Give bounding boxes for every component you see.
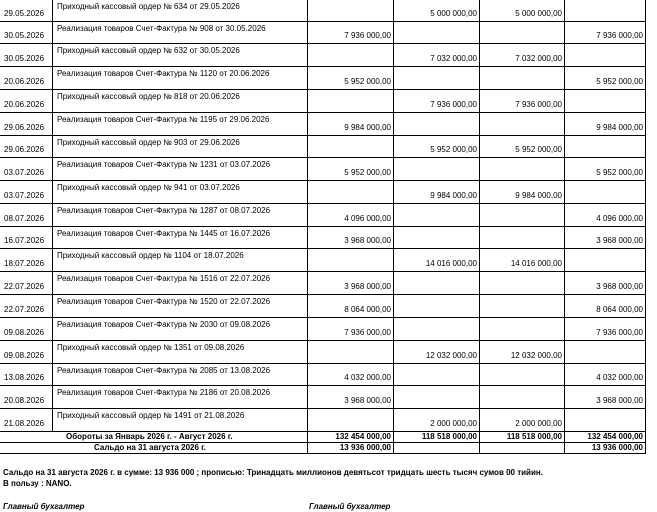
doc-cell (52, 318, 307, 341)
doc-value: Реализация товаров Счет-Фактура № 1195 от 29.06.2026 (57, 115, 270, 124)
debit-cell (307, 409, 393, 432)
date-value: 30.05.2026 (4, 31, 45, 40)
doc-cell (52, 0, 307, 22)
balance-value: 9 984 000,00 (596, 123, 643, 132)
balance-cell (564, 409, 646, 432)
credit-cell (393, 295, 479, 318)
turnover-credit-cell (393, 432, 479, 443)
balance-cell (564, 341, 646, 364)
doc-cell (52, 113, 307, 136)
credit-cell (393, 204, 479, 227)
credit2-cell (479, 386, 564, 409)
table-row (0, 204, 657, 227)
doc-value: Реализация товаров Счет-Фактура № 1520 от 22.07.2026 (57, 297, 271, 306)
debit-cell (307, 204, 393, 227)
date-value: 03.07.2026 (4, 191, 45, 200)
credit2-cell (479, 113, 564, 136)
credit-cell (393, 44, 479, 67)
doc-value: Приходный кассовый ордер № 1104 от 18.07.2026 (57, 251, 244, 260)
balance-value: 4 032 000,00 (596, 373, 643, 382)
doc-cell (52, 136, 307, 158)
credit2-cell (479, 136, 564, 158)
doc-value: Реализация товаров Счет-Фактура № 1231 от 03.07.2026 (57, 160, 271, 169)
table-row (0, 90, 657, 113)
debit-value: 3 968 000,00 (344, 282, 391, 291)
doc-cell (52, 181, 307, 204)
balance-cell (564, 318, 646, 341)
turnover-label-cell (0, 432, 307, 443)
date-value: 29.05.2026 (4, 9, 45, 18)
credit-cell (393, 272, 479, 295)
date-cell (0, 136, 52, 158)
debit-cell (307, 136, 393, 158)
balance-value: 3 968 000,00 (596, 396, 643, 405)
table-row (0, 44, 657, 67)
date-cell (0, 227, 52, 249)
table-row (0, 249, 657, 272)
credit-cell (393, 0, 479, 22)
balance-cell (564, 295, 646, 318)
closing-credit2-cell (479, 443, 564, 454)
closing-balance: 13 936 000,00 (591, 443, 643, 452)
debit-value: 8 064 000,00 (344, 305, 391, 314)
turnover-label: Обороты за Январь 2026 г. - Август 2026 г. (66, 432, 233, 441)
doc-cell (52, 227, 307, 249)
debit-cell (307, 295, 393, 318)
balance-value: 8 064 000,00 (596, 305, 643, 314)
date-value: 29.06.2026 (4, 145, 45, 154)
debit-value: 5 952 000,00 (344, 168, 391, 177)
debit-cell (307, 158, 393, 181)
balance-value: 3 968 000,00 (596, 282, 643, 291)
debit-cell (307, 272, 393, 295)
doc-value: Приходный кассовый ордер № 634 от 29.05.2026 (57, 2, 240, 11)
debit-value: 3 968 000,00 (344, 236, 391, 245)
credit-cell (393, 341, 479, 364)
credit2-cell (479, 295, 564, 318)
closing-label-cell (0, 443, 307, 454)
doc-value: Приходный кассовый ордер № 1351 от 09.08.2026 (57, 343, 245, 352)
doc-cell (52, 90, 307, 113)
balance-cell (564, 364, 646, 386)
date-value: 13.08.2026 (4, 373, 45, 382)
debit-cell (307, 181, 393, 204)
date-cell (0, 44, 52, 67)
credit2-cell (479, 364, 564, 386)
credit-value: 12 032 000,00 (425, 351, 477, 360)
table-row (0, 386, 657, 409)
doc-value: Реализация товаров Счет-Фактура № 1516 от 22.07.2026 (57, 274, 271, 283)
date-cell (0, 341, 52, 364)
credit2-value: 9 984 000,00 (515, 191, 562, 200)
debit-cell (307, 113, 393, 136)
credit2-cell (479, 44, 564, 67)
balance-value: 5 952 000,00 (596, 168, 643, 177)
credit2-cell (479, 249, 564, 272)
credit2-cell (479, 341, 564, 364)
turnover-balance: 132 454 000,00 (587, 432, 643, 441)
date-cell (0, 295, 52, 318)
closing-credit-cell (393, 443, 479, 454)
closing-balance-cell (564, 443, 646, 454)
debit-cell (307, 227, 393, 249)
chief-accountant-left: Главный бухгалтер (3, 502, 85, 511)
turnover-debit: 132 454 000,00 (335, 432, 391, 441)
date-cell (0, 386, 52, 409)
debit-value: 4 096 000,00 (344, 214, 391, 223)
balance-cell (564, 22, 646, 44)
balance-cell (564, 227, 646, 249)
table-row (0, 272, 657, 295)
doc-cell (52, 364, 307, 386)
doc-cell (52, 67, 307, 90)
date-cell (0, 272, 52, 295)
credit-cell (393, 113, 479, 136)
credit2-cell (479, 227, 564, 249)
credit-value: 14 016 000,00 (425, 259, 477, 268)
credit-value: 7 032 000,00 (430, 54, 477, 63)
credit-value: 2 000 000,00 (430, 419, 477, 428)
table-row (0, 318, 657, 341)
chief-accountant-right: Главный бухгалтер (309, 502, 391, 511)
in-favor-line: В пользу : NANO. (3, 479, 72, 488)
date-value: 09.08.2026 (4, 351, 45, 360)
debit-cell (307, 364, 393, 386)
date-value: 30.05.2026 (4, 54, 45, 63)
doc-value: Реализация товаров Счет-Фактура № 1120 от 20.06.2026 (57, 69, 270, 78)
date-value: 22.07.2026 (4, 282, 45, 291)
doc-cell (52, 249, 307, 272)
debit-cell (307, 67, 393, 90)
debit-value: 9 984 000,00 (344, 123, 391, 132)
date-cell (0, 364, 52, 386)
doc-value: Приходный кассовый ордер № 818 от 20.06.2026 (57, 92, 240, 101)
doc-cell (52, 204, 307, 227)
debit-value: 3 968 000,00 (344, 396, 391, 405)
date-value: 20.08.2026 (4, 396, 45, 405)
credit2-cell (479, 0, 564, 22)
balance-summary (3, 467, 543, 489)
credit2-value: 12 032 000,00 (510, 351, 562, 360)
balance-cell (564, 44, 646, 67)
date-value: 20.06.2026 (4, 77, 45, 86)
date-cell (0, 113, 52, 136)
credit-value: 5 000 000,00 (430, 9, 477, 18)
closing-debit-cell (307, 443, 393, 454)
credit-cell (393, 409, 479, 432)
date-cell (0, 409, 52, 432)
turnover-balance-cell (564, 432, 646, 443)
date-cell (0, 249, 52, 272)
doc-cell (52, 409, 307, 432)
doc-value: Реализация товаров Счет-Фактура № 2085 от 13.08.2026 (57, 366, 271, 375)
date-value: 09.08.2026 (4, 328, 45, 337)
balance-cell (564, 272, 646, 295)
doc-value: Реализация товаров Счет-Фактура № 908 от 30.05.2026 (57, 24, 266, 33)
credit-cell (393, 318, 479, 341)
date-value: 03.07.2026 (4, 168, 45, 177)
date-cell (0, 204, 52, 227)
closing-label: Сальдо на 31 августа 2026 г. (94, 443, 206, 452)
credit-value: 7 936 000,00 (430, 100, 477, 109)
turnover-credit2: 118 518 000,00 (506, 432, 562, 441)
debit-value: 4 032 000,00 (344, 373, 391, 382)
turnover-credit: 118 518 000,00 (421, 432, 477, 441)
balance-value: 7 936 000,00 (596, 31, 643, 40)
table-row (0, 409, 657, 432)
date-cell (0, 318, 52, 341)
doc-cell (52, 158, 307, 181)
debit-cell (307, 318, 393, 341)
debit-cell (307, 0, 393, 22)
debit-value: 7 936 000,00 (344, 31, 391, 40)
credit2-value: 7 936 000,00 (515, 100, 562, 109)
doc-cell (52, 22, 307, 44)
balance-cell (564, 113, 646, 136)
doc-cell (52, 386, 307, 409)
doc-value: Реализация товаров Счет-Фактура № 1287 от 08.07.2026 (57, 206, 271, 215)
balance-cell (564, 90, 646, 113)
balance-value: 3 968 000,00 (596, 236, 643, 245)
balance-summary-line: Сальдо на 31 августа 2026 г. в сумме: 13 936 000 ; прописью: Тринадцать миллионов девятьсот тридцать шесть тысяч сумов 00 тийин. (3, 468, 543, 477)
date-cell (0, 90, 52, 113)
credit2-cell (479, 204, 564, 227)
doc-value: Приходный кассовый ордер № 903 от 29.06.2026 (57, 138, 240, 147)
debit-cell (307, 249, 393, 272)
credit-cell (393, 386, 479, 409)
credit-cell (393, 22, 479, 44)
debit-cell (307, 341, 393, 364)
doc-cell (52, 341, 307, 364)
credit2-value: 14 016 000,00 (510, 259, 562, 268)
balance-cell (564, 204, 646, 227)
table-row (0, 22, 657, 44)
credit-cell (393, 364, 479, 386)
table-row (0, 136, 657, 158)
turnover-row (0, 432, 657, 443)
credit-cell (393, 90, 479, 113)
credit-value: 5 952 000,00 (430, 145, 477, 154)
balance-value: 7 936 000,00 (596, 328, 643, 337)
credit2-cell (479, 22, 564, 44)
balance-cell (564, 181, 646, 204)
credit2-cell (479, 272, 564, 295)
debit-cell (307, 90, 393, 113)
debit-cell (307, 44, 393, 67)
credit-cell (393, 67, 479, 90)
table-row (0, 158, 657, 181)
balance-cell (564, 0, 646, 22)
date-cell (0, 22, 52, 44)
turnover-debit-cell (307, 432, 393, 443)
credit2-cell (479, 67, 564, 90)
doc-cell (52, 295, 307, 318)
balance-cell (564, 158, 646, 181)
date-value: 20.06.2026 (4, 100, 45, 109)
credit-cell (393, 158, 479, 181)
credit-cell (393, 181, 479, 204)
credit-cell (393, 136, 479, 158)
balance-cell (564, 386, 646, 409)
date-cell (0, 158, 52, 181)
doc-value: Реализация товаров Счет-Фактура № 1445 от 16.07.2026 (57, 229, 271, 238)
date-value: 22.07.2026 (4, 305, 45, 314)
credit-cell (393, 249, 479, 272)
credit2-value: 5 000 000,00 (515, 9, 562, 18)
balance-cell (564, 67, 646, 90)
date-value: 08.07.2026 (4, 214, 45, 223)
table-row (0, 364, 657, 386)
debit-cell (307, 386, 393, 409)
doc-value: Приходный кассовый ордер № 941 от 03.07.2026 (57, 183, 240, 192)
credit2-cell (479, 318, 564, 341)
balance-cell (564, 136, 646, 158)
doc-value: Реализация товаров Счет-Фактура № 2030 от 09.08.2026 (57, 320, 271, 329)
credit-value: 9 984 000,00 (430, 191, 477, 200)
table-row (0, 341, 657, 364)
credit2-value: 7 032 000,00 (515, 54, 562, 63)
doc-cell (52, 44, 307, 67)
doc-cell (52, 272, 307, 295)
doc-value: Приходный кассовый ордер № 1491 от 21.08.2026 (57, 411, 245, 420)
date-cell (0, 181, 52, 204)
date-cell (0, 67, 52, 90)
credit-cell (393, 227, 479, 249)
closing-debit: 13 936 000,00 (339, 443, 391, 452)
table-row (0, 227, 657, 249)
credit2-value: 2 000 000,00 (515, 419, 562, 428)
credit2-value: 5 952 000,00 (515, 145, 562, 154)
turnover-credit2-cell (479, 432, 564, 443)
balance-value: 4 096 000,00 (596, 214, 643, 223)
debit-value: 5 952 000,00 (344, 77, 391, 86)
doc-value: Приходный кассовый ордер № 632 от 30.05.2026 (57, 46, 240, 55)
credit2-cell (479, 181, 564, 204)
debit-value: 7 936 000,00 (344, 328, 391, 337)
credit2-cell (479, 409, 564, 432)
table-row (0, 67, 657, 90)
date-value: 18.07.2026 (4, 259, 45, 268)
table-row (0, 0, 657, 22)
date-value: 29.06.2026 (4, 123, 45, 132)
balance-value: 5 952 000,00 (596, 77, 643, 86)
closing-balance-row (0, 443, 657, 454)
debit-cell (307, 22, 393, 44)
doc-value: Реализация товаров Счет-Фактура № 2186 от 20.08.2026 (57, 388, 271, 397)
date-value: 21.08.2026 (4, 419, 45, 428)
date-cell (0, 0, 52, 22)
credit2-cell (479, 90, 564, 113)
table-row (0, 113, 657, 136)
credit2-cell (479, 158, 564, 181)
table-row (0, 181, 657, 204)
date-value: 16.07.2026 (4, 236, 45, 245)
balance-cell (564, 249, 646, 272)
table-row (0, 295, 657, 318)
